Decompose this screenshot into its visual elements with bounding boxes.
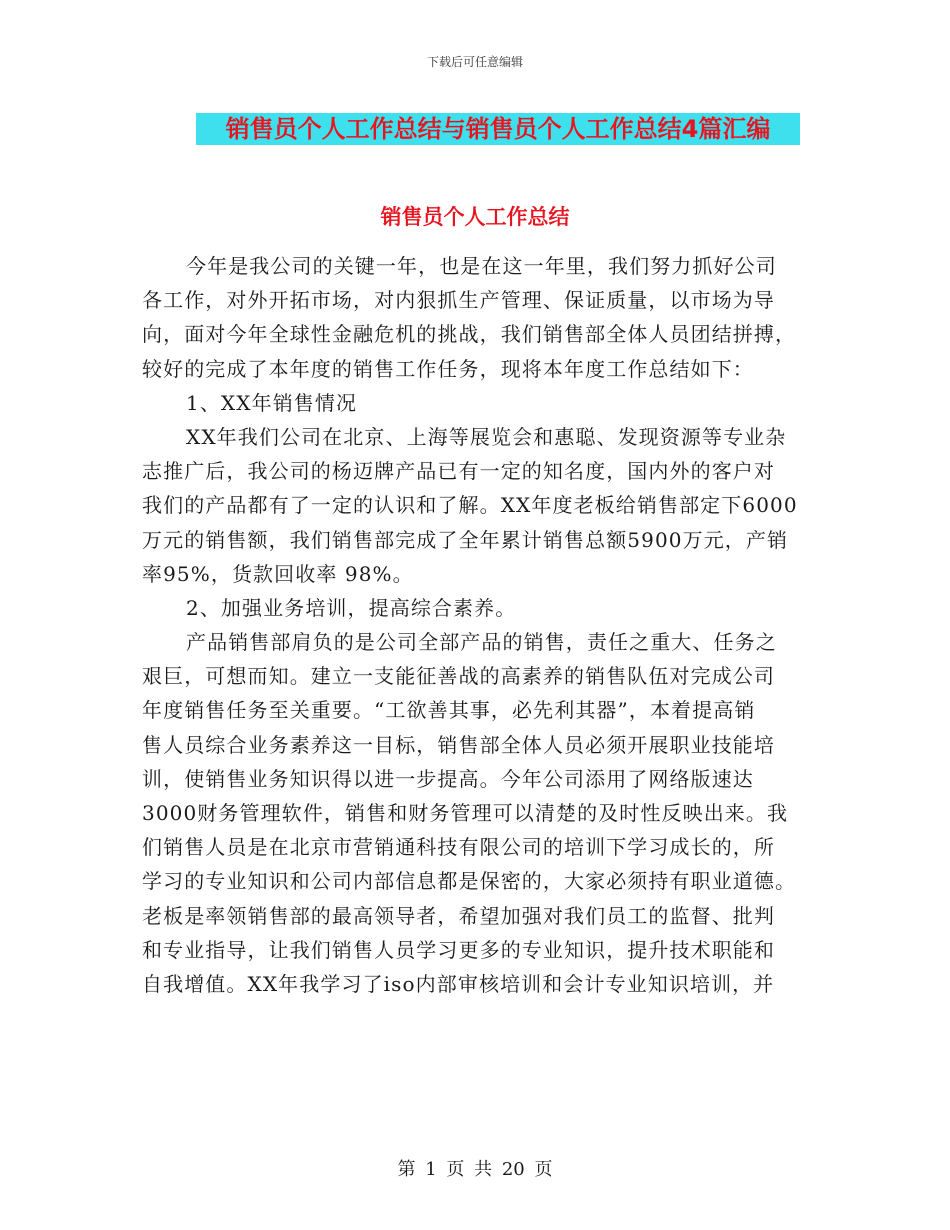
text-line: 各工作，对外开拓市场，对内狠抓生产管理、保证质量，以市场为导 — [142, 288, 775, 313]
text-line: 自我增值。XX年我学习了iso内部审核培训和会计专业知识培训，并 — [142, 971, 775, 996]
text-line: 我们的产品都有了一定的认识和了解。XX年度老板给销售部定下6000 — [142, 493, 798, 518]
text-line: 售人员综合业务素养这一目标，销售部全体人员必须开展职业技能培 — [142, 732, 775, 757]
text-line: 率95%，货款回收率 98%。 — [142, 561, 414, 586]
text-line: 较好的完成了本年度的销售工作任务，现将本年度工作总结如下： — [142, 356, 754, 381]
text-line: 艰巨，可想而知。建立一支能征善战的高素养的销售队伍对完成公司 — [142, 664, 775, 689]
text-line: 向，面对今年全球性金融危机的挑战，我们销售部全体人员团结拼搏， — [142, 322, 797, 347]
text-line: 们销售人员是在北京市营销通科技有限公司的培训下学习成长的，所 — [142, 835, 775, 860]
text-line: 产品销售部肩负的是公司全部产品的销售，责任之重大、任务之 — [186, 630, 777, 655]
text-line: 年度销售任务至关重要。“工欲善其事，必先利其器”，本着提高销 — [142, 698, 756, 723]
text-line: 今年是我公司的关键一年，也是在这一年里，我们努力抓好公司 — [186, 254, 777, 278]
text-line: 1、XX年销售情况 — [186, 390, 358, 415]
section-title: 销售员个人工作总结 — [380, 205, 570, 229]
text-line: 和专业指导，让我们销售人员学习更多的专业知识，提升技术职能和 — [142, 937, 775, 962]
text-line: 志推广后，我公司的杨迈牌产品已有一定的知名度，国内外的客户对 — [142, 459, 775, 484]
text-line: 老板是率领销售部的最高领导者，希望加强对我们员工的监督、批判 — [142, 903, 775, 928]
text-line: 万元的销售额，我们销售部完成了全年累计销售总额5900万元，产销 — [142, 527, 789, 552]
body-text — [142, 249, 812, 1001]
text-line: 学习的专业知识和公司内部信息都是保密的，大家必须持有职业道德。 — [142, 869, 797, 894]
text-line: 2、加强业务培训，提高综合素养。 — [186, 595, 517, 620]
page-footer: 第 1 页 共 20 页 — [397, 1159, 553, 1180]
text-line: XX年我们公司在北京、上海等展览会和惠聪、发现资源等专业杂 — [186, 424, 787, 449]
text-line: 3000财务管理软件，销售和财务管理可以清楚的及时性反映出来。我 — [142, 801, 789, 825]
text-line: 训，使销售业务知识得以进一步提高。今年公司添用了网络版速达 — [142, 766, 754, 791]
header-note: 下载后可任意编辑 — [426, 55, 523, 69]
document-title: 销售员个人工作总结与销售员个人工作总结4篇汇编 — [196, 113, 800, 145]
